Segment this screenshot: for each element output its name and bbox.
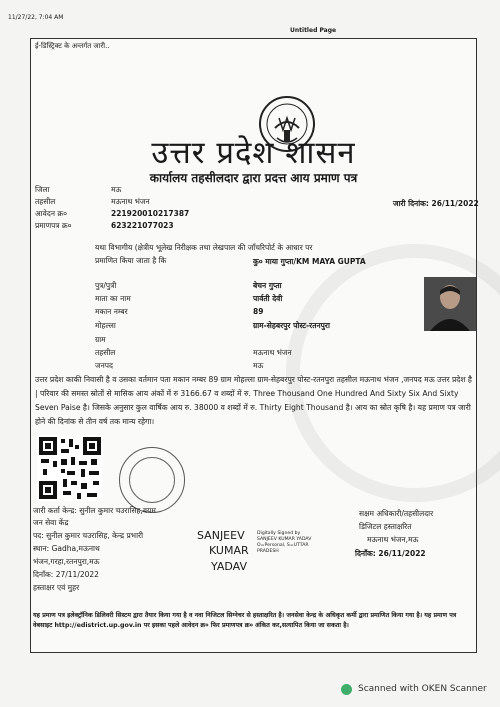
issue-date: जारी दिनांक: 26/11/2022	[393, 199, 479, 208]
field-value-tehsil: मऊनाथ भंजन	[111, 197, 150, 206]
field-label-village: ग्राम	[95, 335, 106, 344]
field-value-district-2: मऊ	[253, 361, 264, 370]
print-page-title: Untitled Page	[290, 27, 337, 34]
certificate-body-paragraph: उत्तर प्रदेश काकी निवासी है व उसका वर्तमान पता मकान नम्बर 89 ग्राम मोहल्ला ग्राम-सेहबरपुर पोस्ट-रतनपुरा तहसील मऊनाथ भंजन ,जनपद मऊ उत्तर प्रदेश है | परिवार की समस्त स्रोतों से मासिक आय अंकों में रु 3166.67 व शब्दों में रु. Three Thousand One Hundred And Sixty Six And Sixty Seven Paise है। जिसके अनुसार कुल वार्षिक आय रु. 38000 व शब्दों में रु. Thirty Eight Thousand है। आय का स्रोत कृषि है। यह प्रमाण पत्र जारी होने की दिनांक से तीन वर्ष तक मान्य रहेगा।	[35, 375, 472, 426]
field-value-guardian: बेचन गुप्ता	[253, 281, 282, 290]
field-label-guardian: पुत्र/पुत्री	[95, 281, 117, 290]
field-value-district: मऊ	[111, 185, 122, 194]
signatory-name-line-3: YADAV	[211, 560, 248, 573]
issuer-line-4: स्थान: Gadha,मऊनाथ	[33, 544, 100, 553]
issuer-line-7: हस्ताक्षर एवं मुहर	[33, 583, 80, 592]
field-value-application-no: 221920010217387	[111, 209, 190, 218]
field-label-tehsil: तहसील	[35, 197, 56, 206]
field-value-tehsil-2: मऊनाथ भंजन	[253, 348, 292, 357]
field-label-tehsil-2: तहसील	[95, 348, 116, 357]
verification-text: यथा विभागीय (क्षेत्रीय भूलेख निरीक्षक तथा लेखपाल की जाँचरिपोर्ट के आधार पर	[95, 243, 313, 252]
field-label-locality: मोहल्ला	[95, 321, 116, 330]
field-value-mother: पार्वती देवी	[253, 294, 283, 303]
issuer-line-1: जारी कर्ता केन्द्र: सुनील कुमार चउरासिह,बयम	[33, 506, 156, 515]
field-label-house-no: मकान नम्बर	[95, 307, 128, 316]
certificate-title: कार्यालय तहसीलदार द्वारा प्रदत्त आय प्रमाण पत्र	[149, 171, 358, 185]
applicant-photo	[424, 277, 476, 331]
certificate-document	[30, 38, 477, 653]
issued-under-text: ई-डिस्ट्रिक्ट के अन्तर्गत जारी..	[35, 42, 110, 50]
qr-code-icon	[37, 435, 103, 501]
authority-date: दिनाँक: 26/11/2022	[355, 549, 426, 558]
field-label-application-no: आवेदन क्र०	[35, 209, 68, 218]
scanner-watermark-text: Scanned with OKEN Scanner	[358, 684, 487, 694]
field-value-certificate-no: 623221077023	[111, 221, 174, 230]
issuer-line-6: दिनाँक: 27/11/2022	[33, 570, 99, 579]
applicant-name: कु० माया गुप्ता/KM MAYA GUPTA	[253, 257, 366, 266]
signatory-name-line-2: KUMAR	[209, 544, 249, 557]
field-label-mother: माता का नाम	[95, 294, 131, 303]
oken-scanner-logo-icon	[341, 684, 352, 695]
field-value-house-no: 89	[253, 307, 264, 316]
print-datetime: 11/27/22, 7:04 AM	[8, 14, 64, 21]
certified-label: प्रमाणित किया जाता है कि	[95, 256, 167, 265]
authority-line-2: डिजिटल हस्ताक्षरित	[359, 522, 412, 531]
signatory-name-line-1: SANJEEV	[197, 529, 245, 542]
authority-line-3: मऊनाथ भंजन,मऊ	[367, 535, 419, 544]
field-label-district-2: जनपद	[95, 361, 113, 370]
field-label-district: जिला	[35, 185, 50, 194]
footer-note: यह प्रमाण पत्र इलेक्ट्रॉनिक डिलिवरी सिस्टम द्वारा तैयार किया गया है व नवा निजिटल सिग्नेचर से हस्ताक्षरित है। जनसेवा केन्द्र के अधिकृत कर्मी द्वारा प्रमाणित किया गया है। यह प्रमाण पत्र वेबसाइट http://edistrict.up.gov.in पर इसका पहले आवेदन क्र० फिर प्रमाणपत्र क्र० अंकित कर,सत्यापित किया जा सकता है।	[33, 612, 457, 629]
issuer-line-5: भंजन,गरहा,रतनपुरा,मऊ	[33, 557, 100, 566]
issuer-line-3: पद: सुनील कुमार चउरासिह, केन्द्र प्रभारी	[33, 531, 144, 540]
seal-inner-ring	[129, 457, 175, 503]
authority-line-1: सक्षम अधिकारी/तहसीलदार	[359, 509, 434, 518]
issuer-line-2: जन सेवा केंद्र	[33, 518, 69, 527]
field-value-locality: ग्राम-सेहबरपुर पोस्ट-रतनपुरा	[253, 321, 330, 330]
digital-signature-details: Digitally Signed by SANJEEV KUMAR YADAV O=Personal, S=UTTAR PRADESH	[257, 531, 312, 554]
person-silhouette-icon	[424, 277, 476, 331]
official-seal-icon	[119, 447, 185, 513]
field-label-certificate-no: प्रमाणपत्र क्र०	[35, 221, 72, 230]
government-title: उत्तर प्रदेश शासन	[151, 135, 356, 171]
